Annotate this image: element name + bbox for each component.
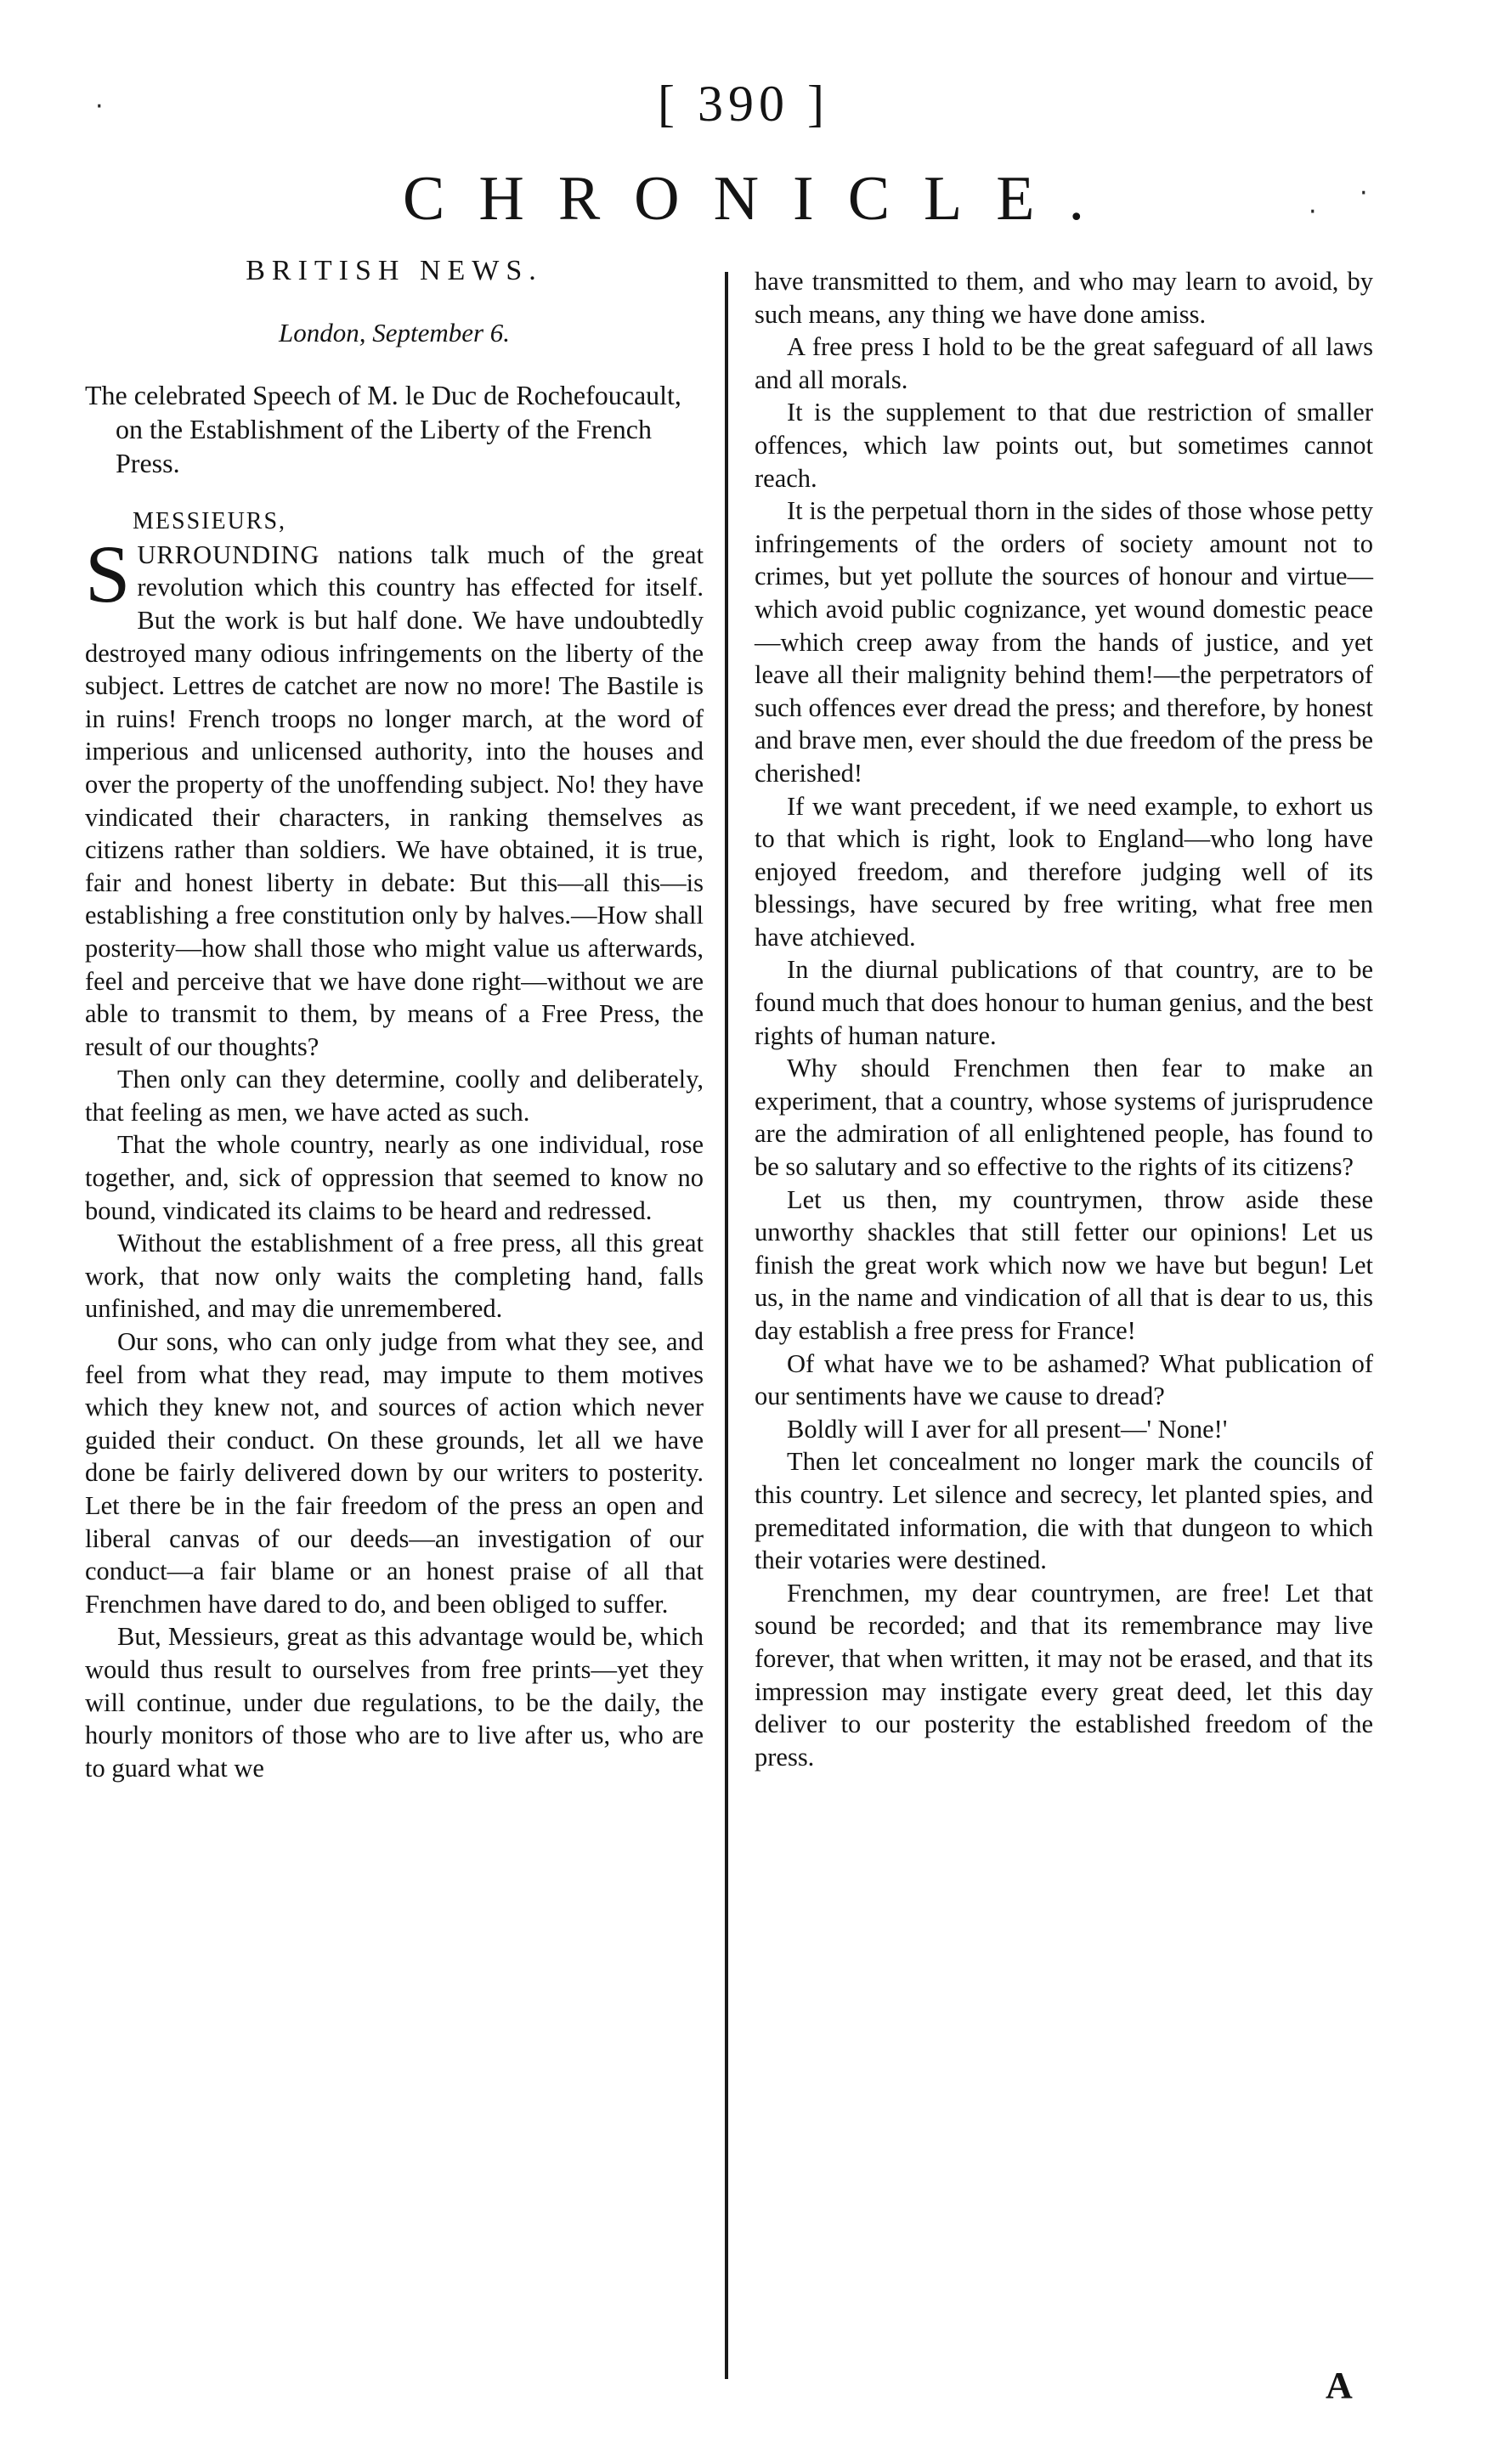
paragraph: Frenchmen, my dear countrymen, are free! Let that sound be recorded; and that its remembrance may live forever, that when written, it may not be erased, and that its impression may instigate every great deed, let this day deliver to our posterity the established freedom of the press. [755,1578,1373,1772]
left-column [85,255,704,1784]
paragraph: Then only can they determine, coolly and deliberately, that feeling as men, we have acted as such. [85,1065,704,1127]
paragraph: A free press I hold to be the great safeguard of all laws and all morals. [755,332,1373,394]
section-title: BRITISH NEWS. [246,255,543,286]
continued-paragraph: have transmitted to them, and who may learn to avoid, by such means, any thing we have done amiss. [755,267,1373,329]
column-rule [725,272,728,2379]
first-paragraph-text: nations talk much of the great revolution which this country has effected for itself. But the work is but half done. We have undoubtedly destroyed many odious infringements on the liberty of the subject. Lettres de catchet are now no more! The Bastile is in ruins! French troops no longer march, at the word of imperious and unlicensed authority, into the houses and over the property of the unoffending subject. No! they have vindicated their characters, in ranking themselves as citizens rather than soldiers. We have obtained, it is true, fair and honest liberty in debate: But this—all this—is establishing a free constitution only by halves.—How shall posterity—how shall those who might value us afterwards, feel and perceive that we have done right—without we are able to transmit to them, by means of a Free Press, the result of our thoughts? [85,540,704,1061]
paragraph: That the whole country, nearly as one individual, rose together, and, sick of oppression that seemed to know no bound, vindicated its claims to be heard and redressed. [85,1130,704,1225]
page-number: [ 390 ] [658,76,829,132]
drop-cap: S [85,528,131,619]
paragraph: If we want precedent, if we need example, to exhort us to that which is right, look to England—who long have enjoyed freedom, and therefore judging well of its blessings, have secured by free writing, what free men have atchieved. [755,791,1373,952]
paragraph: Our sons, who can only judge from what they see, and feel from what they read, may impute to them motives which they knew not, and sources of action which never guided their conduct. On these grounds, let all we have done be fairly delivered down by our writers to posterity. Let there be in the fair freedom of the press an open and liberal canvas of our deeds—an investigation of our conduct—a fair blame or an honest praise of all that Frenchmen have dared to do, and been obliged to suffer. [85,1327,704,1619]
right-column [755,265,1373,1773]
signature-mark: A [1326,2365,1353,2406]
paragraph: Of what have we to be ashamed? What publication of our sentiments have we cause to dread? [755,1348,1373,1411]
paragraph: It is the perpetual thorn in the sides of those whose petty infringements of the orders of society amount not to crimes, but yet pollute the sources of honour and virtue—which avoid public cognizance, yet wound domestic peace—which creep away from the hands of justice, and yet leave all their malignity behind them!—the perpetrators of such offences ever dread the press; and therefore, by honest and brave men, ever should the due freedom of the press be cherished! [755,496,1373,788]
paragraph: Without the establishment of a free press, all this great work, that now only waits the completing hand, falls unfinished, and may die unremembered. [85,1229,704,1324]
article-headline: The celebrated Speech of M. le Duc de Rochefoucault, on the Establishment of the Liberty of the French Press. [85,380,681,479]
paragraph: It is the supplement to that due restriction of smaller offences, which law points out, but sometimes cannot reach. [755,398,1373,493]
first-word-caps: URROUNDING [137,540,320,569]
page-title: CHRONICLE. [403,164,1118,234]
scan-speck: · [95,92,104,122]
scan-speck: · [1360,178,1368,208]
paragraph: Boldly will I aver for all present—' None!' [787,1414,1228,1444]
paragraph: Why should Frenchmen then fear to make an experiment, that a country, whose systems of jurisprudence are the admiration of all enlightened people, has found to be so salutary and so effective to the rights of its citizens? [755,1054,1373,1182]
first-paragraph [85,528,704,1064]
salutation: MESSIEURS, [133,508,287,535]
dateline: London, September 6. [278,317,511,348]
paragraph: Then let concealment no longer mark the councils of this country. Let silence and secrecy, let planted spies, and premeditated information, die with that dungeon to which their votaries were destined. [755,1447,1373,1575]
paragraph: Let us then, my countrymen, throw aside these unworthy shackles that still fetter our opinions! Let us finish the great work which now we have but begun! Let us, in the name and vindication of all that is dear to us, this day establish a free press for France! [755,1184,1373,1345]
scan-speck: · [1309,197,1317,227]
paragraph: In the diurnal publications of that country, are to be found much that does honour to human genius, and the best rights of human nature. [755,955,1373,1050]
paragraph: But, Messieurs, great as this advantage would be, which would thus result to ourselves from free prints—yet they will continue, under due regulations, to be the daily, the hourly monitors of those who are to live after us, who are to guard what we [85,1622,704,1783]
